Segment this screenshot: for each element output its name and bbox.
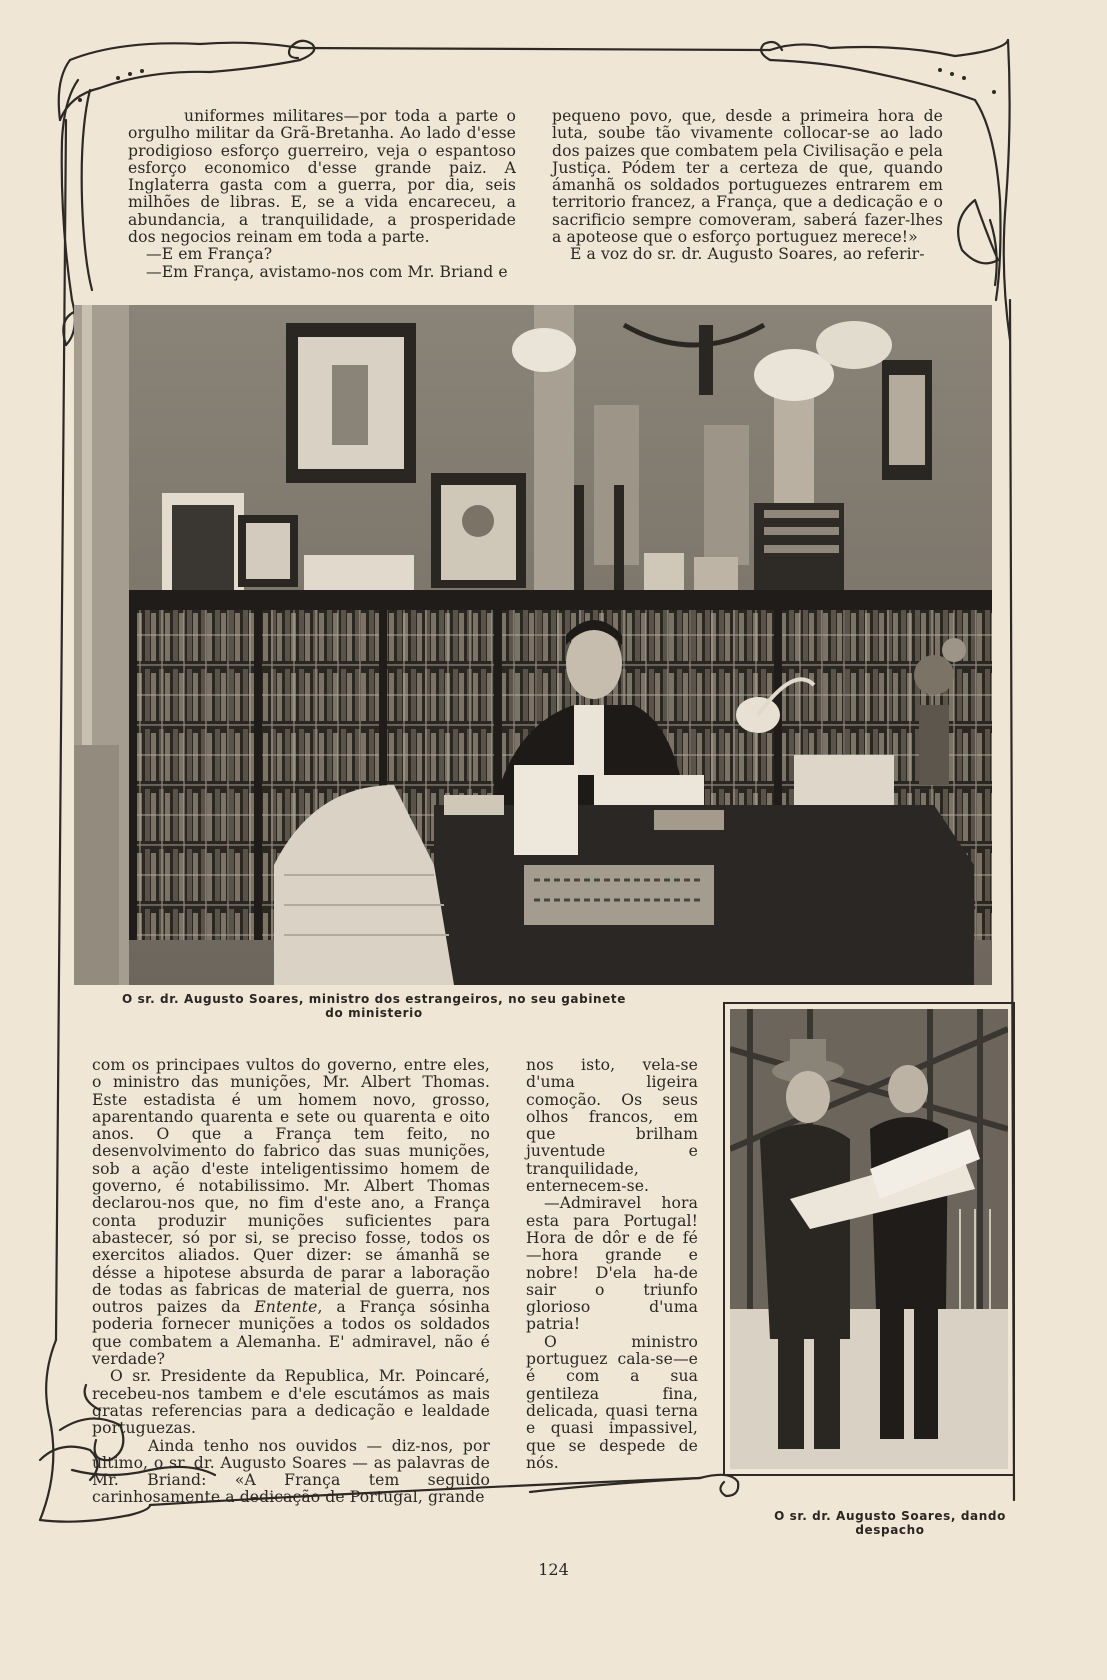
top-left-column [128, 108, 516, 281]
emphasis-entente: Entente [254, 1298, 318, 1317]
paragraph: E a voz do sr. dr. Augusto Soares, ao referir- [570, 245, 925, 264]
bottom-middle-column [526, 1057, 698, 1472]
page-number: 124 [538, 1560, 569, 1579]
caption-line: despacho [855, 1523, 925, 1537]
main-photo [74, 305, 992, 985]
small-photo-caption [740, 1509, 1040, 1537]
paragraph [92, 1057, 490, 1368]
despacho-photo-illustration [730, 1009, 1008, 1469]
paragraph: nos isto, vela-se d'uma ligeira comoção. Os seus olhos francos, em que brilham juventude e tranquilidade, enternecem-se. [526, 1056, 698, 1196]
paragraph: O ministro portuguez cala-se—e é com a sua gentileza fina, delicada, quasi terna e quasi impassivel, que se despede de nós. [526, 1332, 698, 1472]
caption-line: O sr. dr. Augusto Soares, dando [774, 1509, 1006, 1523]
paragraph: uniformes militares—por toda a parte o orgulho militar da Grã-Bretanha. Ao lado d'esse prodigioso esforço guerreiro, veja o espantoso esforço economico d'esse grande paiz. A Inglaterra gasta com a guerra, por dia, seis milhões de libras. E, se a vida encareceu, a abundancia, a tranquilidade, a prosperidade dos negocios reinam em toda a parte. [128, 107, 516, 247]
caption-line: do ministerio [325, 1006, 423, 1020]
caption-line: O sr. dr. Augusto Soares, ministro dos estrangeiros, no seu gabinete [121, 992, 626, 1006]
paragraph: Ainda tenho nos ouvidos — diz-nos, por ultimo, o sr. dr. Augusto Soares — as palavras de Mr. Briand: «A França tem seguido carinhosamente a dedicação de Portugal, grande [92, 1436, 490, 1507]
office-photo-illustration [74, 305, 992, 985]
paragraph-text: , a França sósinha poderia fornecer munições a todos os soldados que combatem a Alemanha. E' admiravel, não é verdade? [92, 1298, 490, 1369]
top-right-column [552, 108, 943, 264]
paragraph: O sr. Presidente da Republica, Mr. Poincaré, recebeu-nos tambem e d'ele escutámos as mais gratas referencias para a dedicação e lealdade portuguezas. [92, 1367, 490, 1438]
paragraph: —Em França, avistamo-nos com Mr. Briand e [146, 262, 508, 281]
paragraph: pequeno povo, que, desde a primeira hora de luta, soube tão vivamente collocar-se ao lado dos paizes que combatem pela Civilisação e pela Justiça. Pódem ter a certeza de que, quando ámanhã os soldados portuguezes entrarem em territorio francez, a França, que a dedicação e o sacrificio sempre comoveram, saberá fazer-lhes a apoteose que o esforço portuguez merece!» [552, 107, 943, 247]
paragraph: —E em França? [146, 245, 273, 264]
paragraph-text: com os principaes vultos do governo, entre eles, o ministro das munições, Mr. Albert Thomas. Este estadista é um homem novo, grosso, aparentando quarenta e sete ou quarenta e oito anos. O que a França tem feito, no desenvolvimento do fabrico das suas munições, sob a ação d'este inteligentissimo homem de governo, é notabilissimo. Mr. Albert Thomas declarou-nos que, no fim d'este ano, a França conta produzir munições suficientes para abastecer, só por si, se preciso fosse, todos os exercitos aliados. Quer dizer: se ámanhã se désse a hipotese absurda de parar a laboração de todas as fabricas de material de guerra, nos outros paizes da [92, 1056, 490, 1317]
main-photo-caption [74, 992, 674, 1020]
small-photo [730, 1009, 1008, 1469]
bottom-left-column [92, 1057, 490, 1507]
paragraph: —Admiravel hora esta para Portugal! Hora de dôr e de fé —hora grande e nobre! D'ela ha-de sair o triunfo glorioso d'uma patria! [526, 1194, 698, 1334]
